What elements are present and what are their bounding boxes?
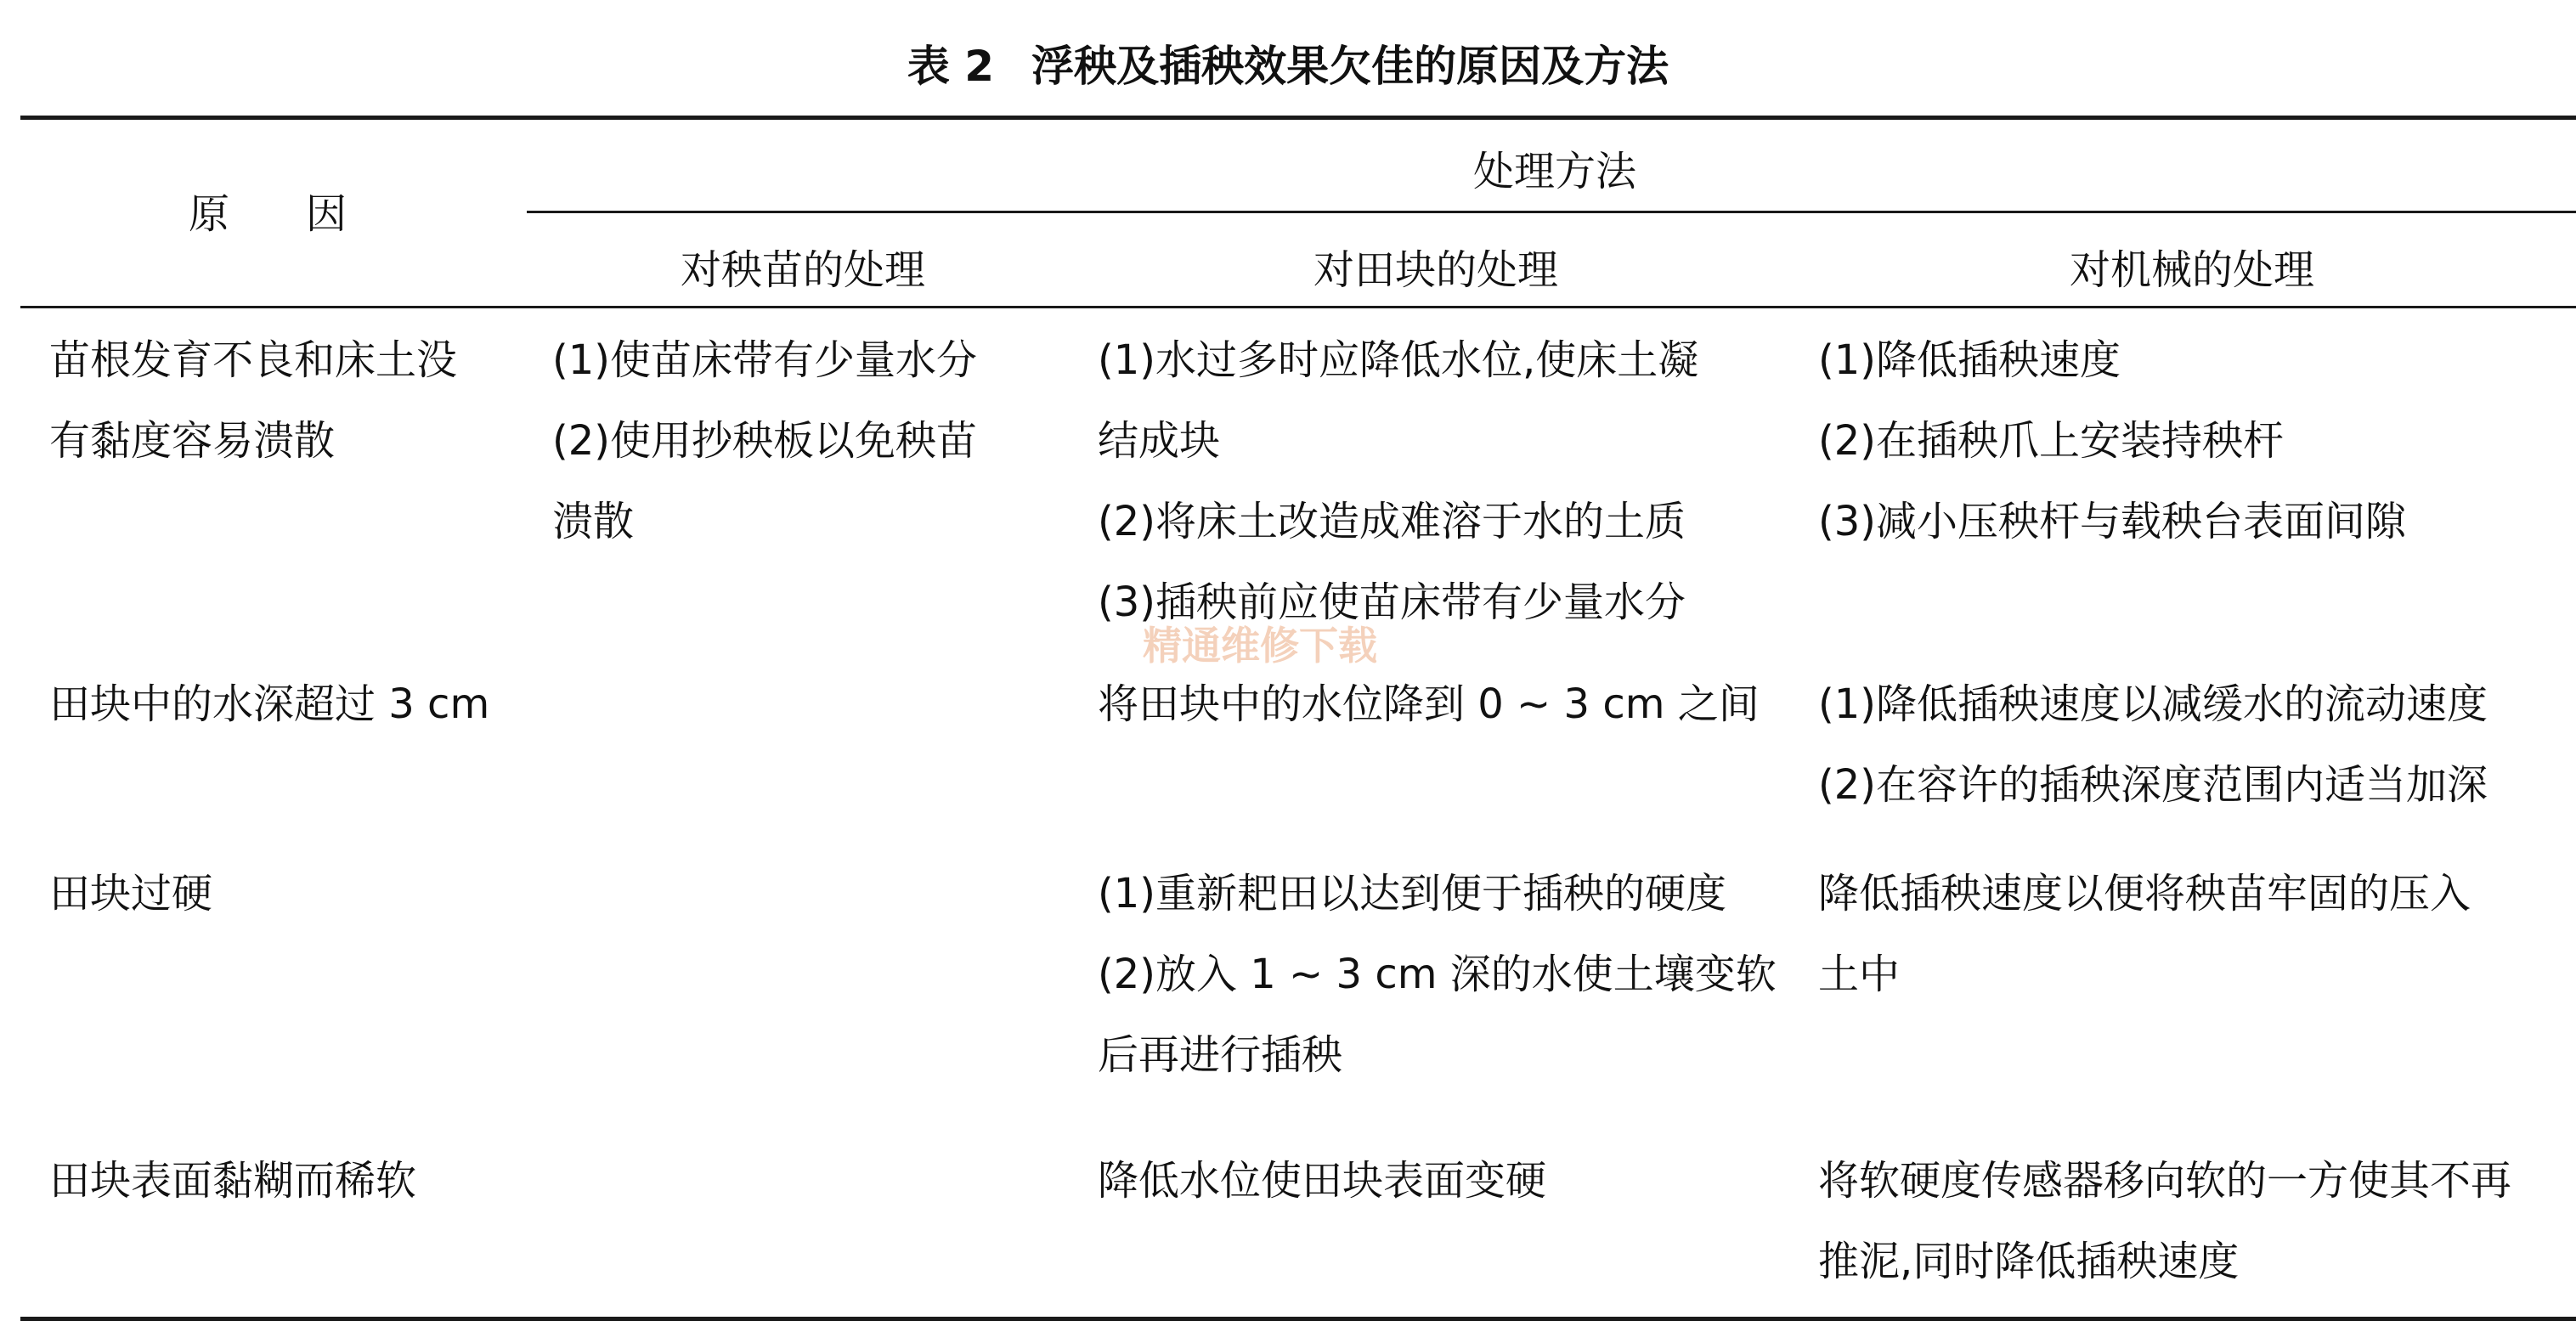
cell-line: 推泥,同时降低插秧速度 [1818,1238,2240,1285]
row-3-field [1098,854,1794,1096]
header-machine: 对机械的处理 [2069,246,2314,294]
cell-line: (2)使用抄秧板以免秧苗 [552,417,977,465]
cell-line: 田块中的水深超过 3 cm [49,680,490,728]
cell-line: 溃散 [552,498,635,545]
header-mid-rule [527,211,2576,213]
cell-line: 田块表面黏糊而稀软 [49,1157,417,1205]
watermark: 精通维修下载 [1143,623,1377,669]
row-4-machine [1818,1141,2566,1302]
cell-line: 土中 [1818,951,1901,998]
header-field: 对田块的处理 [1313,246,1558,294]
row-2-reason [49,664,525,745]
top-rule [20,116,2576,120]
cell-line: 后再进行插秧 [1098,1031,1343,1079]
cell-line: (1)降低插秧速度以减缓水的流动速度 [1818,680,2488,728]
row-4-field [1098,1141,1794,1222]
row-1-machine [1818,320,2566,562]
row-1-seedling [552,320,1096,562]
row-3-reason [49,854,525,934]
row-3-machine [1818,854,2566,1015]
cell-line: (1)水过多时应降低水位,使床土凝 [1098,336,1699,384]
cell-line: 田块过硬 [49,870,213,917]
row-4-reason [49,1141,525,1222]
cell-line: 有黏度容易溃散 [49,417,336,465]
row-1-field [1098,320,1794,643]
header-bottom-rule [20,306,2576,308]
cell-line: (2)将床土改造成难溶于水的土质 [1098,498,1686,545]
row-2-machine [1818,664,2566,826]
table-caption [0,36,2576,97]
bottom-rule [20,1317,2576,1321]
cell-line: (2)在容许的插秧深度范围内适当加深 [1818,761,2488,809]
header-reason: 原因 [189,190,424,238]
cell-line: (1)重新耙田以达到便于插秧的硬度 [1098,870,1726,917]
table-number: 表 2 [907,42,995,91]
table-title: 浮秧及插秧效果欠佳的原因及方法 [1031,42,1669,91]
cell-line: (3)插秧前应使苗床带有少量水分 [1098,579,1686,626]
header-method: 处理方法 [1472,148,1636,195]
cell-line: 降低水位使田块表面变硬 [1098,1157,1547,1205]
cell-line: (2)在插秧爪上安装持秧杆 [1818,417,2284,465]
row-1-reason [49,320,525,482]
cell-line: 将田块中的水位降到 0 ~ 3 cm 之间 [1098,680,1760,728]
cell-line: 降低插秧速度以便将秧苗牢固的压入 [1818,870,2471,917]
cell-line: 苗根发育不良和床土没 [49,336,458,384]
cell-line: 结成块 [1098,417,1221,465]
cell-line: (2)放入 1 ~ 3 cm 深的水使土壤变软 [1098,951,1777,998]
cell-line: (1)使苗床带有少量水分 [552,336,977,384]
cell-line: (1)降低插秧速度 [1818,336,2121,384]
row-2-field [1098,664,1794,745]
header-seedling: 对秧苗的处理 [680,246,925,294]
cell-line: 将软硬度传感器移向软的一方使其不再 [1818,1157,2512,1205]
cell-line: (3)减小压秧杆与载秧台表面间隙 [1818,498,2406,545]
